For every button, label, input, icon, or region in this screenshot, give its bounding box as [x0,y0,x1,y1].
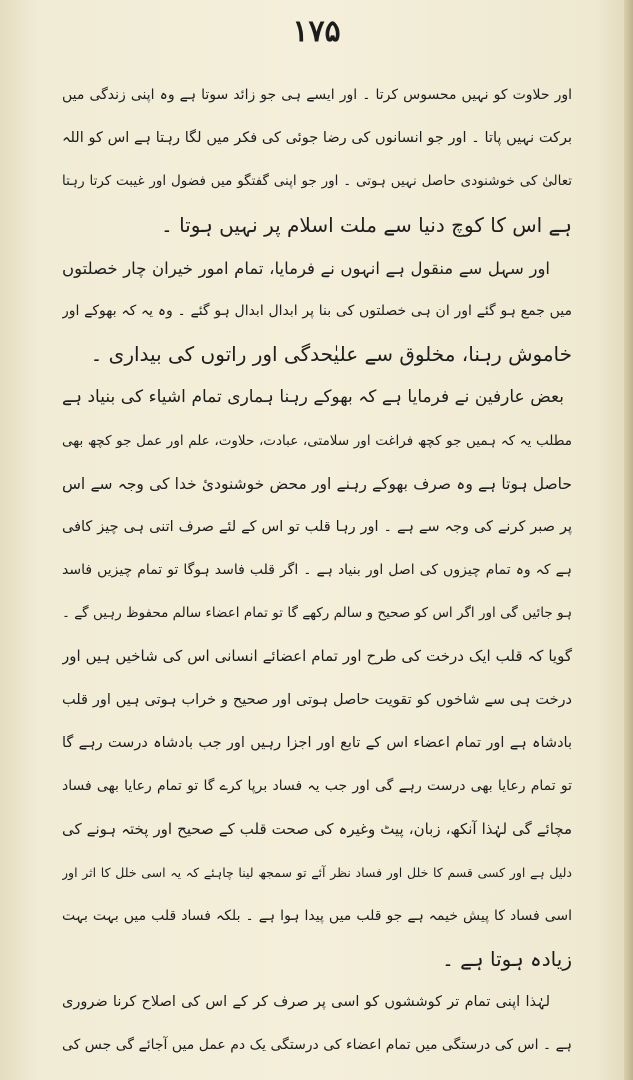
text-line: درخت ہی سے شاخوں کو تقویت حاصل ہوتی اور صحیح و خراب ہوتی ہیں اور قلب [62,691,572,708]
text-line: خاموش رہنا، مخلوق سے علیٰحدگی اور راتوں کی بیداری ۔ [90,342,572,367]
text-line: لہٰذا اپنی تمام تر کوششوں کو اسی پر صرف کر کے اس کی اصلاح کرنا ضروری [62,993,550,1010]
page-number: ۱۷۵ [292,14,341,49]
text-line: مچائے گی لہٰذا آنکھ، زبان، پیٹ وغیرہ کی صحت قلب کے صحیح اور پختہ ہونے کی [62,820,572,839]
text-line: مطلب یہ کہ ہمیں جو کچھ فراغت اور سلامتی، عبادت، حلاوت، علم اور عمل جو کچھ بھی [62,432,572,449]
text-line: ہے ۔ اس کی درستگی میں تمام اعضاء کی درستگی یک دم عمل میں آجائے گی جس کی [62,1037,572,1054]
text-line: گویا کہ قلب ایک درخت کی طرح اور تمام اعضائے انسانی اس کی شاخیں ہیں اور [62,647,572,666]
text-line: برکت نہیں پاتا ۔ اور جو انسانوں کی رضا جوئی کی فکر میں لگا رہتا ہے اس کو اللہ [62,130,572,147]
text-line: تو تمام رعایا بھی درست رہے گی اور جب یہ فساد برپا کرے گا تو تمام رعایا بھی فساد [62,778,572,794]
text-line: حاصل ہوتا ہے وہ صرف بھوکے رہنے اور محض خوشنودیٔ خدا کی وجہ سے اس [62,474,572,493]
text-line: اور سہل سے منقول ہے انہوں نے فرمایا، تمام امور خیران چار خصلتوں [62,258,550,278]
text-line: بادشاہ ہے اور تمام اعضاء اس کے تابع اور اجزا رہیں اور جب بادشاہ درست رہے گا [62,734,572,751]
text-line: اسی فساد کا پیش خیمہ ہے جو قلب میں پیدا ہوا ہے ۔ بلکہ فساد قلب میں بہت بہت [62,907,572,924]
body-text [62,74,572,1067]
text-line: ہے کہ وہ تمام چیزوں کی اصل اور بنیاد ہے ۔ اگر قلب فاسد ہوگا تو تمام چیزیں فاسد [62,562,572,579]
text-line: میں جمع ہو گئے اور ان ہی خصلتوں کی بنا پر ابدال ابدال ہو گئے ۔ وہ یہ کہ بھوکے اور [62,302,572,319]
text-line: ہے اس کا کوچ دنیا سے ملت اسلام پر نہیں ہوتا ۔ [161,212,572,237]
text-line: بعض عارفین نے فرمایا ہے کہ بھوکے رہنا ہماری تمام اشیاء کی بنیاد ہے [62,387,564,408]
text-line: ہو جائیں گی اور اگر اس کو صحیح و سالم رکھے گا تو تمام اعضاء سالم محفوظ رہیں گے ۔ [62,605,572,622]
text-line: پر صبر کرنے کی وجہ سے ہے ۔ اور رہا قلب تو اس کے لئے صرف اتنی ہی چیز کافی [62,518,572,535]
text-line: زیادہ ہوتا ہے ۔ [442,946,572,971]
page-edge-shadow [624,0,633,1080]
text-line: اور حلاوت کو نہیں محسوس کرتا ۔ اور ایسے ہی جو زائد سوتا ہے وہ اپنی زندگی میں [62,87,572,103]
text-line: دلیل ہے اور کسی قسم کا خلل اور فساد نظر آئے تو سمجھ لینا چاہئے کہ یہ اسی خلل کا اثر اور [62,865,572,881]
text-line: تعالیٰ کی خوشنودی حاصل نہیں ہوتی ۔ اور جو اپنی گفتگو میں فضول اور غیبت کرتا رہتا [62,173,572,190]
